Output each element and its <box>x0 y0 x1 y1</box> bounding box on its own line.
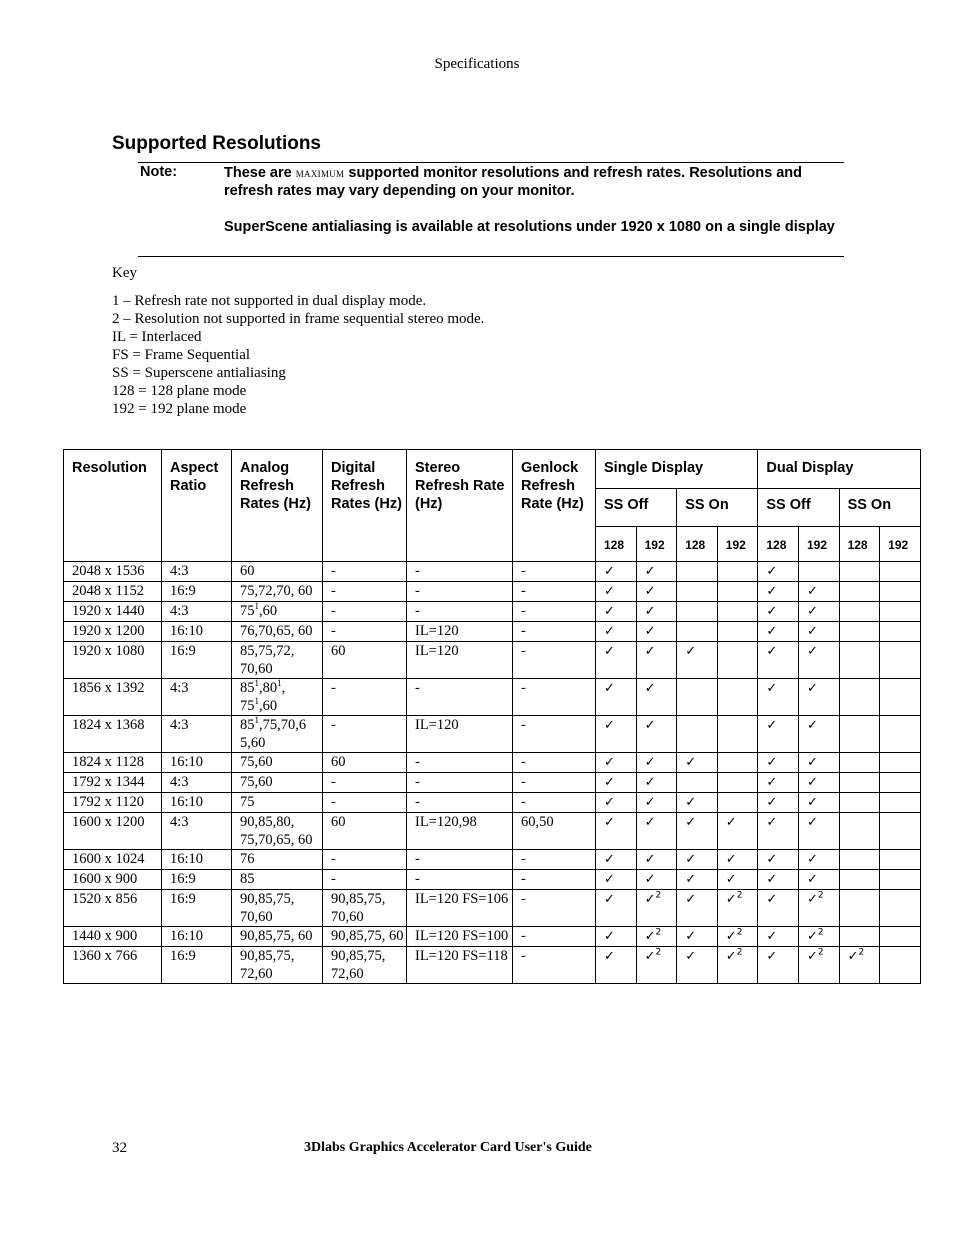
cell-stereo: IL=120 <box>407 642 513 679</box>
check-icon: ✓$^2$ <box>798 890 839 927</box>
cell-genlock: - <box>513 562 596 582</box>
key-item: 128 = 128 plane mode <box>112 383 247 399</box>
page-header: Specifications <box>434 56 520 72</box>
cell-stereo: - <box>407 602 513 622</box>
check-icon: ✓ <box>596 642 637 679</box>
cell-aspect: 16:10 <box>162 793 232 813</box>
cell-aspect: 16:9 <box>162 870 232 890</box>
cell-stereo: - <box>407 562 513 582</box>
check-icon: ✓ <box>798 716 839 753</box>
check-icon: ✓ <box>677 753 718 773</box>
empty-cell <box>839 622 880 642</box>
check-icon: ✓$^2$ <box>798 947 839 984</box>
cell-genlock: - <box>513 793 596 813</box>
col-header-aspect: Aspect Ratio <box>162 450 232 562</box>
cell-digital: - <box>323 793 407 813</box>
check-icon: ✓ <box>636 642 677 679</box>
table-row <box>64 562 921 582</box>
check-icon: ✓ <box>758 813 799 850</box>
cell-digital: 90,85,75, 70,60 <box>323 890 407 927</box>
empty-cell <box>717 753 758 773</box>
cell-analog: 60 <box>232 562 323 582</box>
check-icon: ✓ <box>758 753 799 773</box>
cell-aspect: 4:3 <box>162 562 232 582</box>
cell-analog: 90,85,80, 75,70,65, 60 <box>232 813 323 850</box>
check-icon: ✓ <box>636 602 677 622</box>
check-icon: ✓ <box>798 582 839 602</box>
check-icon: ✓ <box>758 927 799 947</box>
check-icon: ✓ <box>636 793 677 813</box>
resolutions-table <box>63 449 921 984</box>
empty-cell <box>880 582 921 602</box>
check-icon: ✓ <box>596 562 637 582</box>
cell-resolution: 1792 x 1344 <box>64 773 162 793</box>
cell-digital: 90,85,75, 60 <box>323 927 407 947</box>
cell-resolution: 1920 x 1200 <box>64 622 162 642</box>
key-item: IL = Interlaced <box>112 329 202 345</box>
check-icon: ✓ <box>758 850 799 870</box>
col-header-stereo: Stereo Refresh Rate (Hz) <box>407 450 513 562</box>
check-icon: ✓ <box>798 753 839 773</box>
col-header-plane: 192 <box>717 527 758 562</box>
check-icon: ✓ <box>596 753 637 773</box>
cell-analog: 90,85,75, 72,60 <box>232 947 323 984</box>
cell-genlock: - <box>513 602 596 622</box>
check-icon: ✓ <box>636 813 677 850</box>
cell-aspect: 16:9 <box>162 642 232 679</box>
cell-resolution: 1600 x 900 <box>64 870 162 890</box>
cell-genlock: - <box>513 622 596 642</box>
cell-aspect: 4:3 <box>162 716 232 753</box>
empty-cell <box>880 870 921 890</box>
empty-cell <box>717 562 758 582</box>
col-header-dual-ss-on: SS On <box>839 489 920 527</box>
cell-analog: 85 <box>232 870 323 890</box>
check-icon: ✓ <box>596 622 637 642</box>
section-title: Supported Resolutions <box>112 133 321 154</box>
table-row <box>64 890 921 927</box>
cell-analog: 76 <box>232 850 323 870</box>
empty-cell <box>677 602 718 622</box>
check-icon: ✓ <box>636 773 677 793</box>
cell-digital: - <box>323 679 407 716</box>
col-header-single-ss-on: SS On <box>677 489 758 527</box>
col-header-plane: 128 <box>758 527 799 562</box>
table-row <box>64 850 921 870</box>
empty-cell <box>839 642 880 679</box>
cell-resolution: 1440 x 900 <box>64 927 162 947</box>
check-icon: ✓ <box>596 679 637 716</box>
check-icon: ✓ <box>677 947 718 984</box>
cell-genlock: - <box>513 947 596 984</box>
check-icon: ✓ <box>596 890 637 927</box>
check-icon: ✓$^2$ <box>717 927 758 947</box>
key-item: 2 – Resolution not supported in frame sequential stereo mode. <box>112 311 485 327</box>
empty-cell <box>839 890 880 927</box>
check-icon: ✓ <box>596 602 637 622</box>
table-row <box>64 716 921 753</box>
empty-cell <box>677 716 718 753</box>
empty-cell <box>839 870 880 890</box>
empty-cell <box>839 927 880 947</box>
note-top-rule <box>138 162 844 163</box>
key-item: FS = Frame Sequential <box>112 347 251 363</box>
cell-aspect: 16:10 <box>162 927 232 947</box>
empty-cell <box>880 793 921 813</box>
cell-resolution: 1520 x 856 <box>64 890 162 927</box>
note-text-1: These are maximum supported monitor resolutions and refresh rates. Resolutions and refresh rates may vary depending on your monitor. <box>224 165 802 199</box>
col-header-plane: 128 <box>677 527 718 562</box>
cell-stereo: - <box>407 850 513 870</box>
empty-cell <box>880 602 921 622</box>
footer-title: 3Dlabs Graphics Accelerator Card User's Guide <box>304 1140 592 1155</box>
cell-digital: - <box>323 773 407 793</box>
cell-aspect: 4:3 <box>162 773 232 793</box>
cell-digital: - <box>323 870 407 890</box>
table-row <box>64 679 921 716</box>
check-icon: ✓ <box>758 562 799 582</box>
empty-cell <box>880 850 921 870</box>
check-icon: ✓ <box>677 793 718 813</box>
check-icon: ✓ <box>758 622 799 642</box>
check-icon: ✓ <box>636 582 677 602</box>
check-icon: ✓ <box>798 850 839 870</box>
check-icon: ✓ <box>596 773 637 793</box>
col-header-single-ss-off: SS Off <box>596 489 677 527</box>
table-row <box>64 813 921 850</box>
check-icon: ✓ <box>717 813 758 850</box>
cell-stereo: IL=120 FS=100 <box>407 927 513 947</box>
key-item: 192 = 192 plane mode <box>112 401 247 417</box>
key-list <box>112 292 484 418</box>
cell-genlock: - <box>513 642 596 679</box>
empty-cell <box>880 927 921 947</box>
cell-resolution: 1360 x 766 <box>64 947 162 984</box>
empty-cell <box>880 622 921 642</box>
check-icon: ✓ <box>677 870 718 890</box>
empty-cell <box>880 753 921 773</box>
col-header-plane: 128 <box>839 527 880 562</box>
cell-analog: 75,72,70, 60 <box>232 582 323 602</box>
empty-cell <box>717 793 758 813</box>
cell-stereo: - <box>407 753 513 773</box>
empty-cell <box>880 642 921 679</box>
note-label: Note: <box>140 164 178 180</box>
check-icon: ✓ <box>596 813 637 850</box>
cell-genlock: - <box>513 890 596 927</box>
cell-stereo: - <box>407 870 513 890</box>
table-row <box>64 947 921 984</box>
empty-cell <box>798 562 839 582</box>
empty-cell <box>839 716 880 753</box>
cell-stereo: IL=120,98 <box>407 813 513 850</box>
check-icon: ✓ <box>677 813 718 850</box>
cell-analog: 75 <box>232 793 323 813</box>
empty-cell <box>717 622 758 642</box>
empty-cell <box>839 850 880 870</box>
col-header-resolution: Resolution <box>64 450 162 562</box>
empty-cell <box>839 773 880 793</box>
cell-genlock: 60,50 <box>513 813 596 850</box>
table-row <box>64 753 921 773</box>
cell-genlock: - <box>513 773 596 793</box>
check-icon: ✓ <box>717 870 758 890</box>
check-icon: ✓$^2$ <box>636 927 677 947</box>
check-icon: ✓ <box>798 622 839 642</box>
cell-analog: 76,70,65, 60 <box>232 622 323 642</box>
empty-cell <box>839 679 880 716</box>
cell-stereo: IL=120 <box>407 716 513 753</box>
check-icon: ✓ <box>798 870 839 890</box>
cell-digital: 60 <box>323 642 407 679</box>
empty-cell <box>839 602 880 622</box>
cell-genlock: - <box>513 850 596 870</box>
cell-analog: 90,85,75, 70,60 <box>232 890 323 927</box>
check-icon: ✓ <box>596 947 637 984</box>
table-row <box>64 870 921 890</box>
empty-cell <box>677 582 718 602</box>
cell-aspect: 4:3 <box>162 602 232 622</box>
table-row <box>64 642 921 679</box>
cell-genlock: - <box>513 582 596 602</box>
cell-genlock: - <box>513 753 596 773</box>
cell-genlock: - <box>513 927 596 947</box>
key-title: Key <box>112 265 137 281</box>
cell-aspect: 16:9 <box>162 582 232 602</box>
check-icon: ✓ <box>677 890 718 927</box>
empty-cell <box>717 642 758 679</box>
check-icon: ✓$^2$ <box>636 947 677 984</box>
cell-resolution: 2048 x 1536 <box>64 562 162 582</box>
cell-resolution: 1920 x 1080 <box>64 642 162 679</box>
cell-stereo: - <box>407 679 513 716</box>
cell-analog: $85^1,80^1$, $75^1,60$ <box>232 679 323 716</box>
empty-cell <box>717 679 758 716</box>
cell-genlock: - <box>513 679 596 716</box>
key-item: 1 – Refresh rate not supported in dual display mode. <box>112 293 427 309</box>
empty-cell <box>839 793 880 813</box>
check-icon: ✓$^2$ <box>798 927 839 947</box>
table-row <box>64 582 921 602</box>
col-header-plane: 192 <box>798 527 839 562</box>
check-icon: ✓ <box>798 813 839 850</box>
cell-stereo: - <box>407 773 513 793</box>
check-icon: ✓ <box>798 679 839 716</box>
check-icon: ✓ <box>758 793 799 813</box>
cell-digital: 60 <box>323 813 407 850</box>
cell-analog: 75,60 <box>232 753 323 773</box>
empty-cell <box>717 602 758 622</box>
empty-cell <box>880 562 921 582</box>
cell-resolution: 1600 x 1200 <box>64 813 162 850</box>
check-icon: ✓ <box>596 793 637 813</box>
cell-resolution: 1792 x 1120 <box>64 793 162 813</box>
check-icon: ✓$^2$ <box>717 947 758 984</box>
cell-stereo: - <box>407 793 513 813</box>
check-icon: ✓ <box>758 870 799 890</box>
note-text-2: SuperScene antialiasing is available at resolutions under 1920 x 1080 on a single display <box>224 219 835 235</box>
cell-aspect: 16:10 <box>162 850 232 870</box>
check-icon: ✓ <box>798 793 839 813</box>
check-icon: ✓ <box>758 890 799 927</box>
cell-aspect: 4:3 <box>162 813 232 850</box>
cell-digital: - <box>323 716 407 753</box>
col-header-genlock: Genlock Refresh Rate (Hz) <box>513 450 596 562</box>
cell-analog: 90,85,75, 60 <box>232 927 323 947</box>
empty-cell <box>880 679 921 716</box>
cell-digital: - <box>323 582 407 602</box>
col-header-dual-ss-off: SS Off <box>758 489 839 527</box>
empty-cell <box>677 562 718 582</box>
check-icon: ✓ <box>798 602 839 622</box>
check-icon: ✓ <box>636 850 677 870</box>
check-icon: ✓ <box>596 870 637 890</box>
check-icon: ✓ <box>596 927 637 947</box>
empty-cell <box>839 582 880 602</box>
table-row <box>64 773 921 793</box>
col-header-dual-display: Dual Display <box>758 450 920 489</box>
check-icon: ✓ <box>758 947 799 984</box>
col-header-single-display: Single Display <box>596 450 758 489</box>
cell-aspect: 4:3 <box>162 679 232 716</box>
check-icon: ✓ <box>596 850 637 870</box>
col-header-plane: 128 <box>596 527 637 562</box>
check-icon: ✓ <box>758 773 799 793</box>
check-icon: ✓$^2$ <box>717 890 758 927</box>
cell-stereo: IL=120 <box>407 622 513 642</box>
cell-aspect: 16:10 <box>162 753 232 773</box>
check-icon: ✓$^2$ <box>636 890 677 927</box>
check-icon: ✓ <box>636 716 677 753</box>
check-icon: ✓ <box>758 642 799 679</box>
empty-cell <box>677 773 718 793</box>
empty-cell <box>880 773 921 793</box>
check-icon: ✓ <box>758 582 799 602</box>
check-icon: ✓ <box>798 773 839 793</box>
col-header-digital: Digital Refresh Rates (Hz) <box>323 450 407 562</box>
check-icon: ✓ <box>596 582 637 602</box>
empty-cell <box>677 679 718 716</box>
table-row <box>64 602 921 622</box>
table-row <box>64 927 921 947</box>
check-icon: ✓ <box>758 679 799 716</box>
cell-resolution: 2048 x 1152 <box>64 582 162 602</box>
table-row <box>64 793 921 813</box>
check-icon: ✓ <box>717 850 758 870</box>
cell-resolution: 1600 x 1024 <box>64 850 162 870</box>
empty-cell <box>880 716 921 753</box>
cell-analog: 85,75,72, 70,60 <box>232 642 323 679</box>
check-icon: ✓$^2$ <box>839 947 880 984</box>
cell-stereo: IL=120 FS=118 <box>407 947 513 984</box>
cell-genlock: - <box>513 870 596 890</box>
check-icon: ✓ <box>636 679 677 716</box>
check-icon: ✓ <box>758 602 799 622</box>
table-row <box>64 622 921 642</box>
empty-cell <box>717 716 758 753</box>
cell-digital: - <box>323 622 407 642</box>
check-icon: ✓ <box>636 753 677 773</box>
check-icon: ✓ <box>636 622 677 642</box>
cell-digital: - <box>323 850 407 870</box>
cell-digital: - <box>323 602 407 622</box>
check-icon: ✓ <box>596 716 637 753</box>
cell-genlock: - <box>513 716 596 753</box>
col-header-plane: 192 <box>880 527 921 562</box>
check-icon: ✓ <box>677 927 718 947</box>
check-icon: ✓ <box>677 642 718 679</box>
check-icon: ✓ <box>636 870 677 890</box>
key-item: SS = Superscene antialiasing <box>112 365 286 381</box>
cell-resolution: 1824 x 1128 <box>64 753 162 773</box>
empty-cell <box>839 753 880 773</box>
check-icon: ✓ <box>758 716 799 753</box>
cell-resolution: 1856 x 1392 <box>64 679 162 716</box>
check-icon: ✓ <box>798 642 839 679</box>
cell-digital: 60 <box>323 753 407 773</box>
cell-analog: $75^1,60$ <box>232 602 323 622</box>
empty-cell <box>717 773 758 793</box>
cell-resolution: 1920 x 1440 <box>64 602 162 622</box>
cell-resolution: 1824 x 1368 <box>64 716 162 753</box>
empty-cell <box>880 947 921 984</box>
cell-analog: 75,60 <box>232 773 323 793</box>
check-icon: ✓ <box>636 562 677 582</box>
empty-cell <box>880 890 921 927</box>
cell-digital: 90,85,75, 72,60 <box>323 947 407 984</box>
note-bottom-rule <box>138 256 844 257</box>
col-header-plane: 192 <box>636 527 677 562</box>
empty-cell <box>677 622 718 642</box>
empty-cell <box>717 582 758 602</box>
cell-aspect: 16:9 <box>162 890 232 927</box>
cell-aspect: 16:9 <box>162 947 232 984</box>
cell-stereo: IL=120 FS=106 <box>407 890 513 927</box>
empty-cell <box>839 562 880 582</box>
cell-digital: - <box>323 562 407 582</box>
empty-cell <box>880 813 921 850</box>
col-header-analog: Analog Refresh Rates (Hz) <box>232 450 323 562</box>
empty-cell <box>839 813 880 850</box>
cell-analog: $85^1,75,70,6$ 5,60 <box>232 716 323 753</box>
cell-stereo: - <box>407 582 513 602</box>
page-number: 32 <box>112 1140 127 1156</box>
cell-aspect: 16:10 <box>162 622 232 642</box>
check-icon: ✓ <box>677 850 718 870</box>
